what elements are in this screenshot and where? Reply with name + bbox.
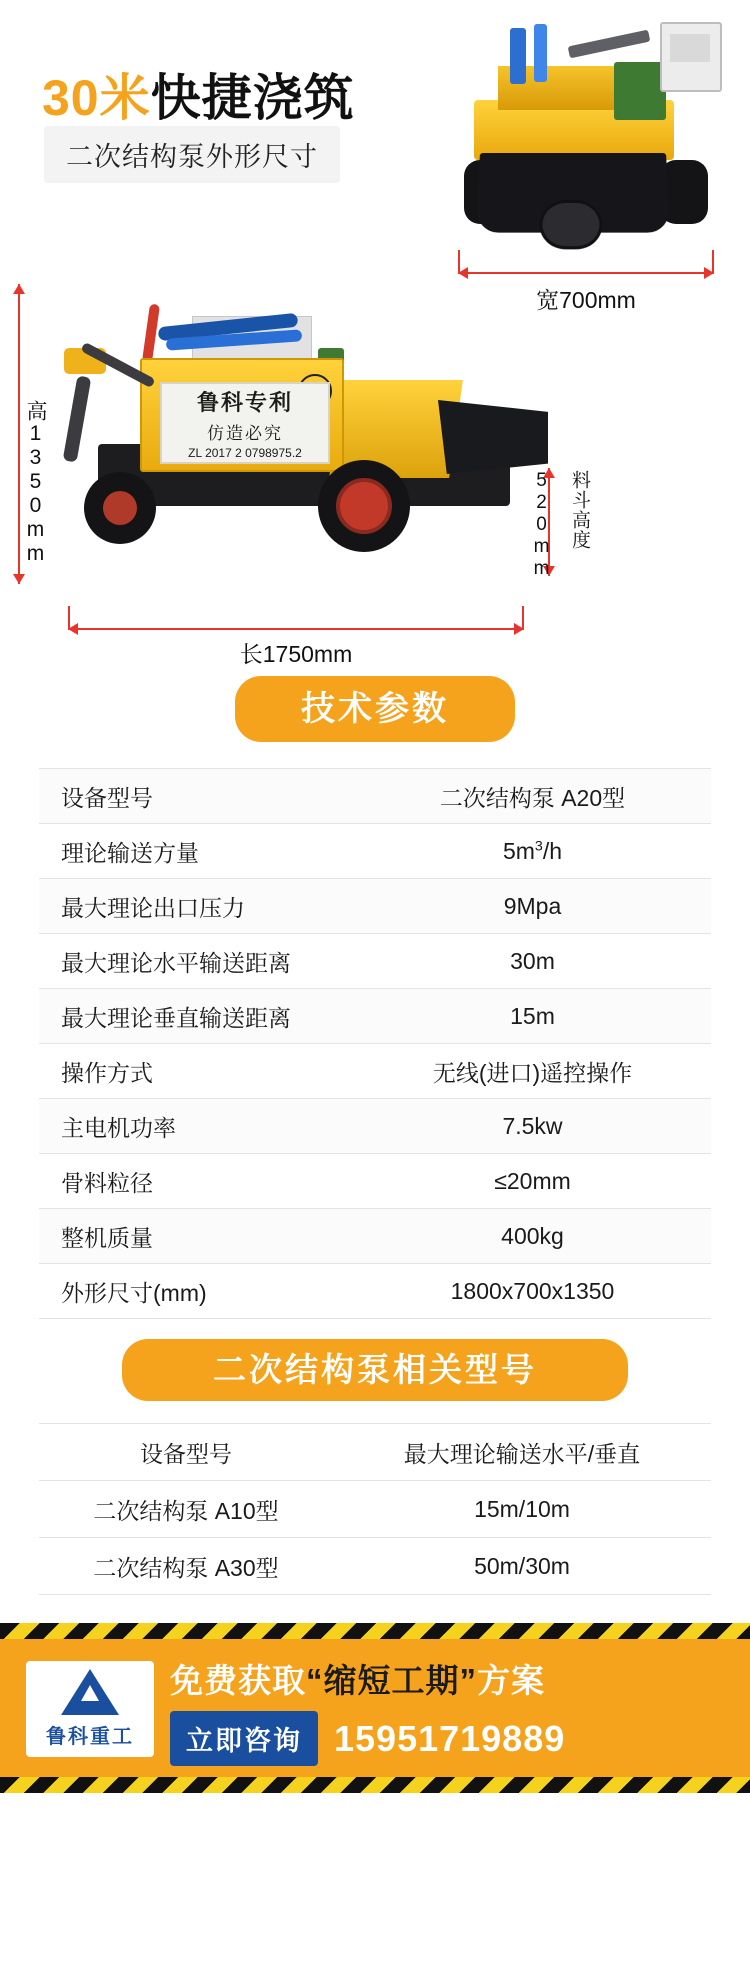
spec-key: 主电机功率: [39, 1099, 354, 1154]
table-row: [39, 989, 711, 1044]
table-row: [39, 1209, 711, 1264]
side-view-wheel-rear: [318, 460, 410, 552]
footer-slogan-highlight: “缩短工期”: [306, 1662, 477, 1699]
front-view-cylinder-b: [534, 24, 547, 82]
specs-table: [39, 768, 711, 1319]
side-view-handle-post: [63, 375, 92, 462]
spec-key: 最大理论垂直输送距离: [39, 989, 354, 1044]
related-distance: 50m/30m: [333, 1538, 711, 1595]
spec-value: 15m: [354, 989, 711, 1044]
spec-key: 理论输送方量: [39, 824, 354, 879]
page-title: [42, 58, 355, 130]
dimension-width: [458, 272, 714, 313]
section-title-related: 二次结构泵相关型号: [122, 1339, 628, 1401]
hazard-stripe-top: [0, 1623, 750, 1639]
table-row: [39, 824, 711, 879]
spec-key: 骨料粒径: [39, 1154, 354, 1209]
company-logo: [26, 1661, 154, 1757]
table-row: [39, 1538, 711, 1595]
spec-value: 7.5kw: [354, 1099, 711, 1154]
subtitle-text: 二次结构泵外形尺寸: [66, 142, 318, 172]
spec-value: 30m: [354, 934, 711, 989]
dimension-hopper-height-caption: 料斗高度: [569, 470, 590, 550]
front-view-motor: [614, 62, 666, 120]
footer-banner: [0, 1623, 750, 1793]
spec-value: ≤20mm: [354, 1154, 711, 1209]
table-row: [39, 1481, 711, 1538]
dimension-height-label: 高1350mm: [24, 400, 47, 566]
machine-side-view-image: [40, 276, 600, 596]
spec-value: 9Mpa: [354, 879, 711, 934]
section-title-specs: 技术参数: [235, 676, 515, 742]
headline-rest: 快捷浇筑: [150, 70, 355, 126]
patent-plate-line2: 仿造必究: [207, 424, 283, 443]
related-model: 二次结构泵 A10型: [39, 1481, 333, 1538]
related-model: 二次结构泵 A30型: [39, 1538, 333, 1595]
spec-value: $5m^3/h$: [354, 824, 711, 879]
table-row: [39, 1044, 711, 1099]
related-models-table: [39, 1423, 711, 1595]
spec-value: 二次结构泵 A20型: [354, 769, 711, 824]
patent-plate-line3: ZL 2017 2 0798975.2: [188, 446, 302, 460]
spec-key: 整机质量: [39, 1209, 354, 1264]
front-view-arm: [568, 30, 651, 59]
front-view-control-panel: [660, 22, 722, 92]
spec-key: 外形尺寸(mm): [39, 1264, 354, 1319]
spec-key: 最大理论出口压力: [39, 879, 354, 934]
table-row: [39, 879, 711, 934]
dimension-length-line: [68, 628, 524, 630]
front-view-cylinder-a: [510, 28, 526, 84]
table-row: [39, 1264, 711, 1319]
dimension-length-label: 长1750mm: [239, 641, 353, 667]
subtitle-box: [44, 126, 340, 183]
hazard-stripe-bottom: [0, 1777, 750, 1793]
related-header-model: 设备型号: [39, 1424, 333, 1481]
patent-plate-line1: 鲁科专利: [196, 390, 293, 415]
footer-slogan-suffix: 方案: [477, 1662, 545, 1699]
dimension-width-line: [458, 272, 714, 274]
patent-plate: [160, 382, 330, 464]
spec-value: 400kg: [354, 1209, 711, 1264]
table-header-row: [39, 1424, 711, 1481]
table-row: [39, 1099, 711, 1154]
table-row: [39, 934, 711, 989]
table-row: [39, 1154, 711, 1209]
spec-key: 设备型号: [39, 769, 354, 824]
footer-cta-bar: [170, 1711, 565, 1766]
footer-slogan-prefix: 免费获取: [170, 1662, 306, 1699]
logo-text: 鲁科重工: [46, 1726, 134, 1748]
side-view-hopper: [438, 400, 548, 474]
dimension-length: [68, 628, 524, 667]
logo-mark-icon: [61, 1669, 119, 1715]
spec-key: 最大理论水平输送距离: [39, 934, 354, 989]
footer-slogan: [170, 1655, 730, 1702]
machine-front-view-image: [436, 8, 736, 266]
phone-number[interactable]: 15951719889: [334, 1717, 566, 1759]
front-view-body: [464, 22, 714, 227]
spec-value: 无线(进口)遥控操作: [354, 1044, 711, 1099]
spec-key: 操作方式: [39, 1044, 354, 1099]
headline-number: 30米: [42, 70, 151, 126]
dimension-hopper-height-value: 520mm: [531, 470, 552, 580]
consult-button[interactable]: 立即咨询: [170, 1711, 318, 1766]
spec-value: 1800x700x1350: [354, 1264, 711, 1319]
related-header-distance: 最大理论输送水平/垂直: [333, 1424, 711, 1481]
dimension-width-label: 宽700mm: [536, 287, 636, 313]
front-view-hopper: [476, 153, 670, 233]
side-view-wheel-front: [84, 472, 156, 544]
table-row: [39, 769, 711, 824]
related-distance: 15m/10m: [333, 1481, 711, 1538]
hero-section: [0, 0, 750, 667]
